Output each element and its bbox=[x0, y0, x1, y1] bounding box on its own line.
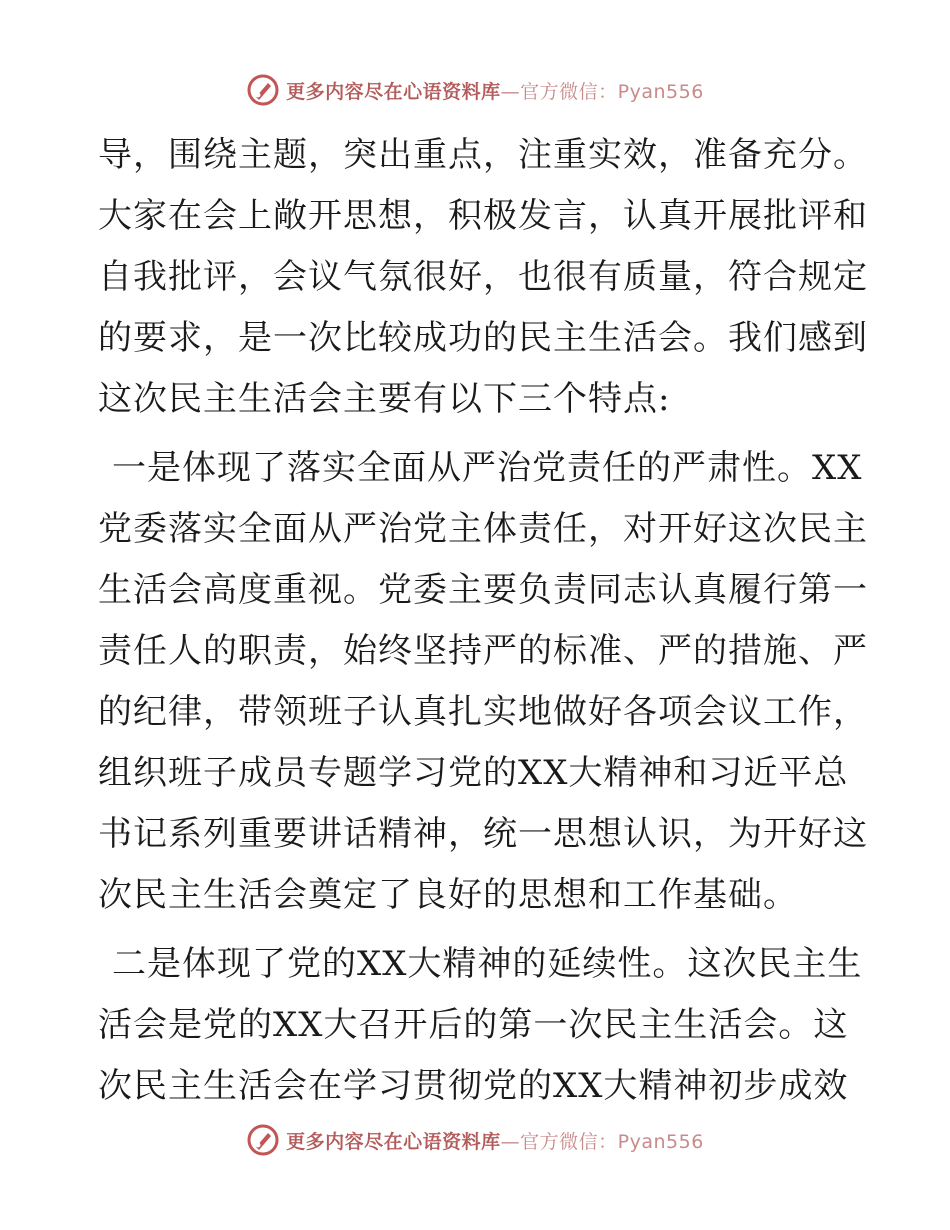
text-line: 生活会高度重视。党委主要负责同志认真履行第一 bbox=[98, 570, 868, 610]
document-body bbox=[98, 125, 868, 1117]
text-line: 大家在会上敞开思想，积极发言，认真开展批评和 bbox=[98, 196, 868, 236]
text-line: 的要求，是一次比较成功的民主生活会。我们感到 bbox=[98, 318, 868, 358]
text-line: 这次民主生活会主要有以下三个特点: bbox=[98, 379, 671, 419]
text-line: 组织班子成员专题学习党的XX大精神和习近平总 bbox=[98, 753, 849, 793]
footer-banner-main: 更多内容尽在心语资料库 bbox=[286, 1130, 501, 1153]
footer-banner bbox=[0, 1120, 950, 1160]
text-line: 书记系列重要讲话精神，统一思想认识，为开好这 bbox=[98, 814, 868, 854]
text-line: 责任人的职责，始终坚持严的标准、严的措施、严 bbox=[98, 631, 868, 671]
text-line: 导，围绕主题，突出重点，注重实效，准备充分。 bbox=[98, 135, 868, 175]
header-banner bbox=[0, 70, 950, 110]
text-line: 党委落实全面从严治党主体责任，对开好这次民主 bbox=[98, 509, 868, 549]
footer-banner-text bbox=[286, 1127, 704, 1154]
pen-logo-icon bbox=[246, 1123, 280, 1157]
text-line: 自我批评，会议气氛很好，也很有质量，符合规定 bbox=[98, 257, 868, 297]
header-banner-text bbox=[286, 77, 704, 104]
text-line: 活会是党的XX大召开后的第一次民主生活会。这 bbox=[98, 1005, 849, 1045]
header-banner-main: 更多内容尽在心语资料库 bbox=[286, 80, 501, 103]
text-line: 一是体现了落实全面从严治党责任的严肃性。XX bbox=[112, 448, 863, 488]
header-banner-rest: —官方微信：Pyan556 bbox=[500, 80, 704, 103]
pen-logo-icon bbox=[246, 73, 280, 107]
footer-banner-rest: —官方微信：Pyan556 bbox=[500, 1130, 704, 1153]
paragraph-1 bbox=[98, 125, 868, 430]
text-line: 次民主生活会奠定了良好的思想和工作基础。 bbox=[98, 875, 798, 915]
paragraph-2 bbox=[98, 438, 868, 926]
text-line: 的纪律，带领班子认真扎实地做好各项会议工作， bbox=[98, 692, 868, 732]
text-line: 次民主生活会在学习贯彻党的XX大精神初步成效 bbox=[98, 1066, 849, 1106]
text-line: 二是体现了党的XX大精神的延续性。这次民主生 bbox=[112, 944, 863, 984]
paragraph-3 bbox=[98, 934, 863, 1117]
